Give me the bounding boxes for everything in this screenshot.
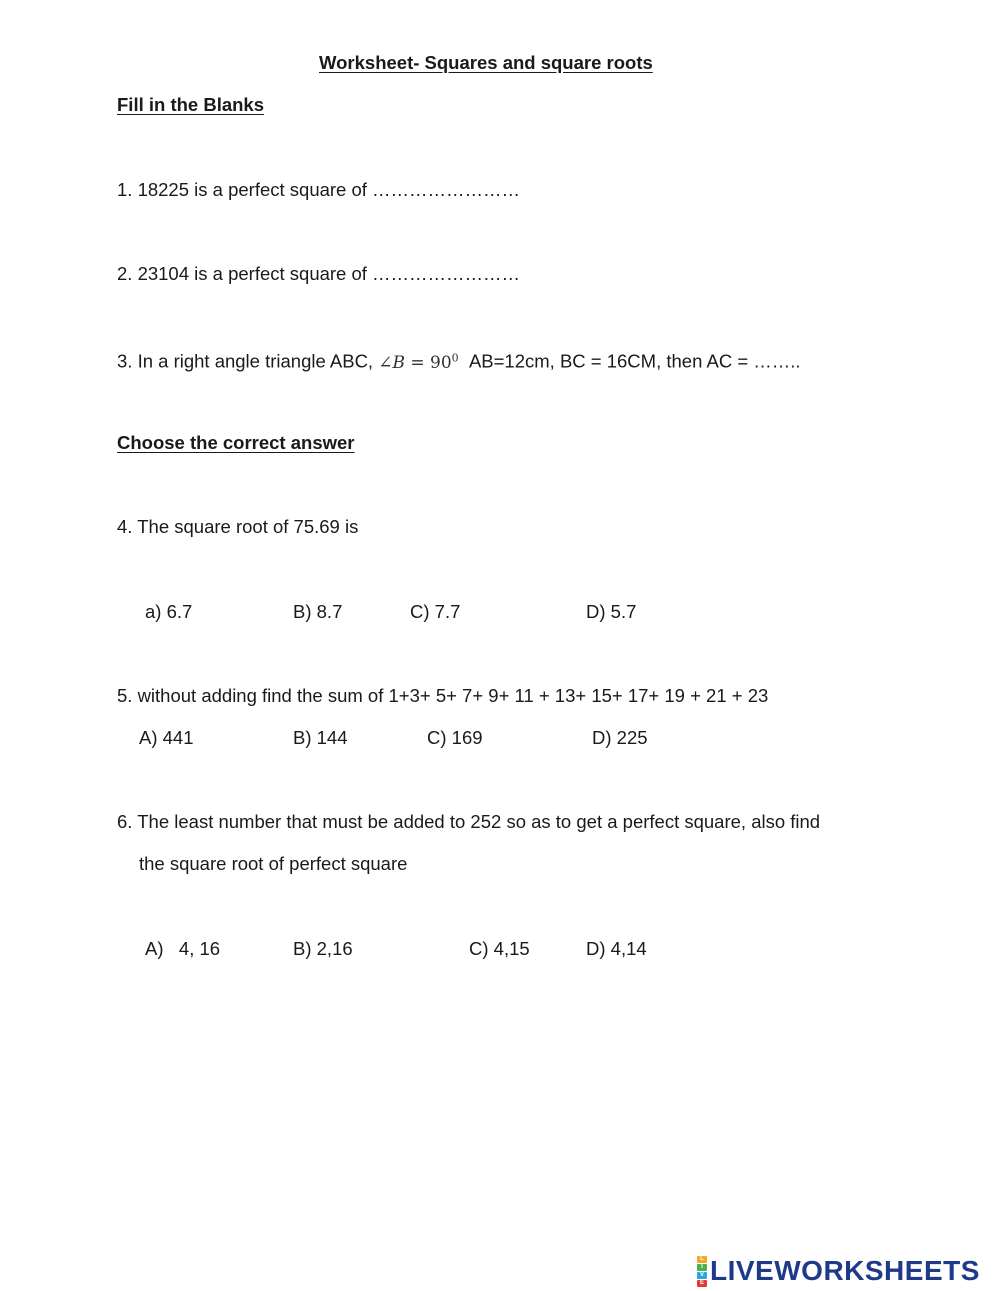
q4-option-b[interactable]: B) 8.7 [293,601,343,622]
angle-variable: B [392,352,405,373]
section-heading-choose-answer: Choose the correct answer [117,432,355,453]
logo-block-e: E [697,1280,707,1287]
question-3-prefix: 3. In a right angle triangle ABC, [117,350,374,372]
logo-block-i: I [697,1264,707,1271]
question-3-suffix: AB=12cm, BC = 16CM, then AC = …….. [468,350,801,372]
q5-option-b[interactable]: B) 144 [293,727,348,748]
question-3 [117,347,801,374]
q6-option-c[interactable]: C) 4,15 [469,938,530,959]
q5-option-d[interactable]: D) 225 [592,727,648,748]
question-5: 5. without adding find the sum of 1+3+ 5+ 7+ 9+ 11 + 13+ 15+ 17+ 19 + 21 + 23 [117,685,769,706]
angle-formula [378,353,458,373]
q4-option-c[interactable]: C) 7.7 [410,601,461,622]
q6-option-b[interactable]: B) 2,16 [293,938,353,959]
q5-option-c[interactable]: C) 169 [427,727,483,748]
question-4: 4. The square root of 75.69 is [117,516,359,537]
q5-option-a[interactable]: A) 441 [139,727,194,748]
logo-block-l: L [697,1256,707,1263]
question-6-line-1: 6. The least number that must be added to 252 so as to get a perfect square, also find [117,811,821,832]
question-6-line-2: the square root of perfect square [139,853,408,874]
section-heading-fill-blanks: Fill in the Blanks [117,94,264,115]
logo-block-v: V [697,1272,707,1279]
q4-option-a[interactable]: a) 6.7 [145,601,193,622]
logo-color-blocks-icon [697,1256,707,1287]
angle-symbol: ∠ [378,352,393,373]
q6-option-a[interactable]: A) 4, 16 [145,938,221,959]
page-title: Worksheet- Squares and square roots [319,52,653,73]
angle-value: = 90 [404,352,452,373]
q4-option-d[interactable]: D) 5.7 [586,601,637,622]
degree-superscript: 0 [451,351,459,364]
q6-option-d[interactable]: D) 4,14 [586,938,647,959]
liveworksheets-logo [697,1254,980,1288]
question-2: 2. 23104 is a perfect square of …………………… [117,263,521,284]
logo-text: LIVEWORKSHEETS [710,1255,980,1286]
question-1: 1. 18225 is a perfect square of …………………… [117,179,521,200]
